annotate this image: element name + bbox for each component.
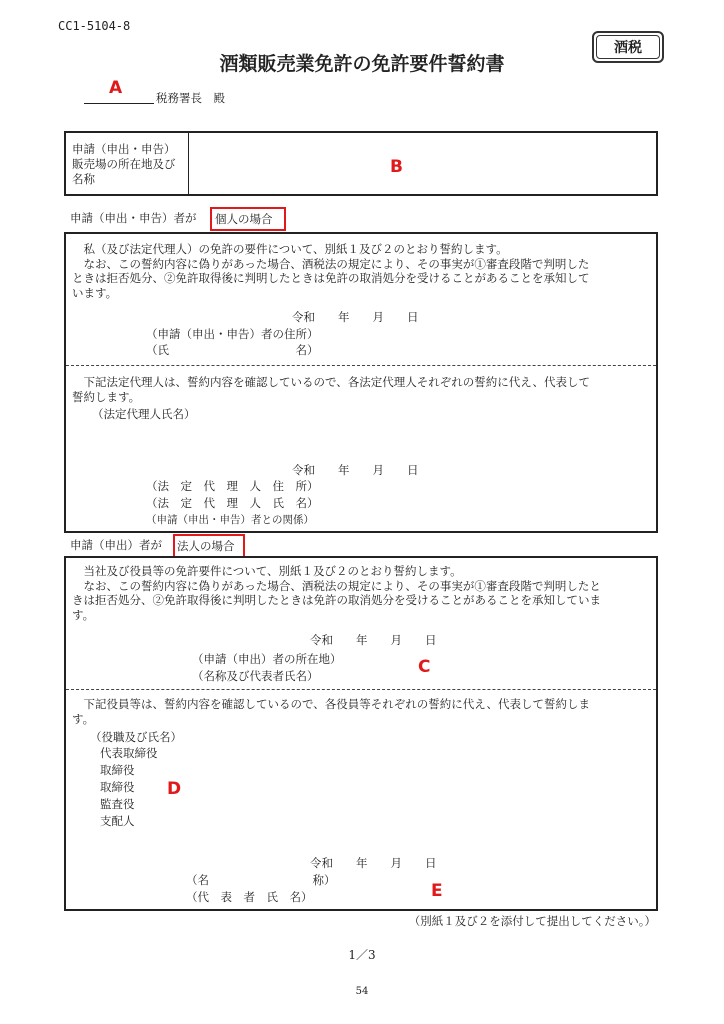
individual-heading: 申請（申出・申告）者が [70,211,197,225]
location-label-line-2: 販売場の所在地及び [72,157,176,171]
corporate-pledge-line-4: す。 [72,607,95,622]
attachment-note: （別紙１及び２を添付して提出してください。） [408,914,656,928]
marker-d: D [167,779,182,799]
dashed-divider [66,689,656,690]
corporate-name-label: （名称及び代表者氏名） [192,669,319,683]
location-label-line-3: 名称 [72,172,95,186]
officer-pledge-text [72,697,590,726]
tax-office-name-blank[interactable] [84,103,154,104]
officer-role-5: 支配人 [100,814,135,828]
officer-role-1: 代表取締役 [100,746,158,760]
rep-line-2: 誓約します。 [72,389,141,404]
corporate-pledge-line-1: 当社及び役員等の免許要件について、別紙１及び２のとおり誓約します。 [72,564,462,578]
officer-heading: （役職及び氏名） [90,730,182,744]
officer-rep-label: （代 表 者 氏 名） [186,890,313,904]
corporate-address-label: （申請（申出）者の所在地） [192,652,342,666]
officer-role-3: 取締役 [100,780,135,794]
individual-name-label: （氏 名） [146,343,319,357]
officer-line-2: す。 [72,711,95,726]
individual-pledge-text [72,242,590,300]
officer-name-label: （名 称） [186,873,336,887]
corporate-pledge-box [64,556,658,911]
page-fraction: 1／3 [348,948,376,962]
corporate-highlight: 法人の場合 [173,534,245,558]
individual-pledge-line-1: 私（及び法定代理人）の免許の要件について、別紙１及び２のとおり誓約します。 [72,242,508,256]
badge-label: 酒税 [596,35,660,59]
individual-pledge-line-2: なお、この誓約内容に偽りがあった場合、酒税法の規定により、その事実が①審査段階で判明した [72,256,590,271]
recipient-suffix: 税務署長 殿 [156,91,225,105]
dashed-divider [66,365,656,366]
marker-c: C [418,657,431,677]
marker-a: A [109,78,123,98]
page-title: 酒類販売業免許の免許要件誓約書 [219,53,505,75]
corporate-heading: 申請（申出）者が [70,538,162,552]
marker-e: E [431,881,443,901]
rep-name-heading: （法定代理人氏名） [92,407,196,421]
officer-role-4: 監査役 [100,797,135,811]
individual-pledge-box [64,232,658,533]
officer-line-1: 下記役員等は、誓約内容を確認しているので、各役員等それぞれの誓約に代え、代表して誓約しま [72,697,590,711]
rep-date[interactable]: 令和 年 月 日 [292,463,419,477]
individual-date[interactable]: 令和 年 月 日 [292,310,419,324]
sales-location-box [64,131,658,196]
individual-pledge-line-4: います。 [72,285,118,300]
marker-b: B [390,157,403,177]
box-divider [188,133,189,194]
document-code: CC1-5104-8 [58,19,131,33]
officer-role-2: 取締役 [100,763,135,777]
corporate-pledge-line-2: なお、この誓約内容に偽りがあった場合、酒税法の規定により、その事実が①審査段階で判明したと [72,578,601,593]
location-input-area[interactable] [190,133,656,194]
rep-name-label: （法 定 代 理 人 氏 名） [146,496,319,510]
corporate-date[interactable]: 令和 年 月 日 [310,633,437,647]
rep-relation-label: （申請（申出・申告）者との関係） [146,514,314,526]
rep-line-1: 下記法定代理人は、誓約内容を確認しているので、各法定代理人それぞれの誓約に代え、代表して [72,375,590,389]
officer-date[interactable]: 令和 年 月 日 [310,856,437,870]
rep-pledge-text [72,375,590,404]
page-number: 54 [355,986,369,997]
individual-pledge-line-3: ときは拒否処分、②免許取得後に判明したときは免許の取消処分を受けることがあることを承知して [72,271,590,285]
individual-highlight: 個人の場合 [210,207,286,231]
rep-address-label: （法 定 代 理 人 住 所） [146,479,319,493]
location-label-line-1: 申請（申出・申告） [72,142,176,156]
corporate-pledge-line-3: きは拒否処分、②免許取得後に判明したときは免許の取消処分を受けることがあることを承知していま [72,593,601,607]
individual-address-label: （申請（申出・申告）者の住所） [146,327,319,341]
corporate-pledge-text [72,564,601,622]
